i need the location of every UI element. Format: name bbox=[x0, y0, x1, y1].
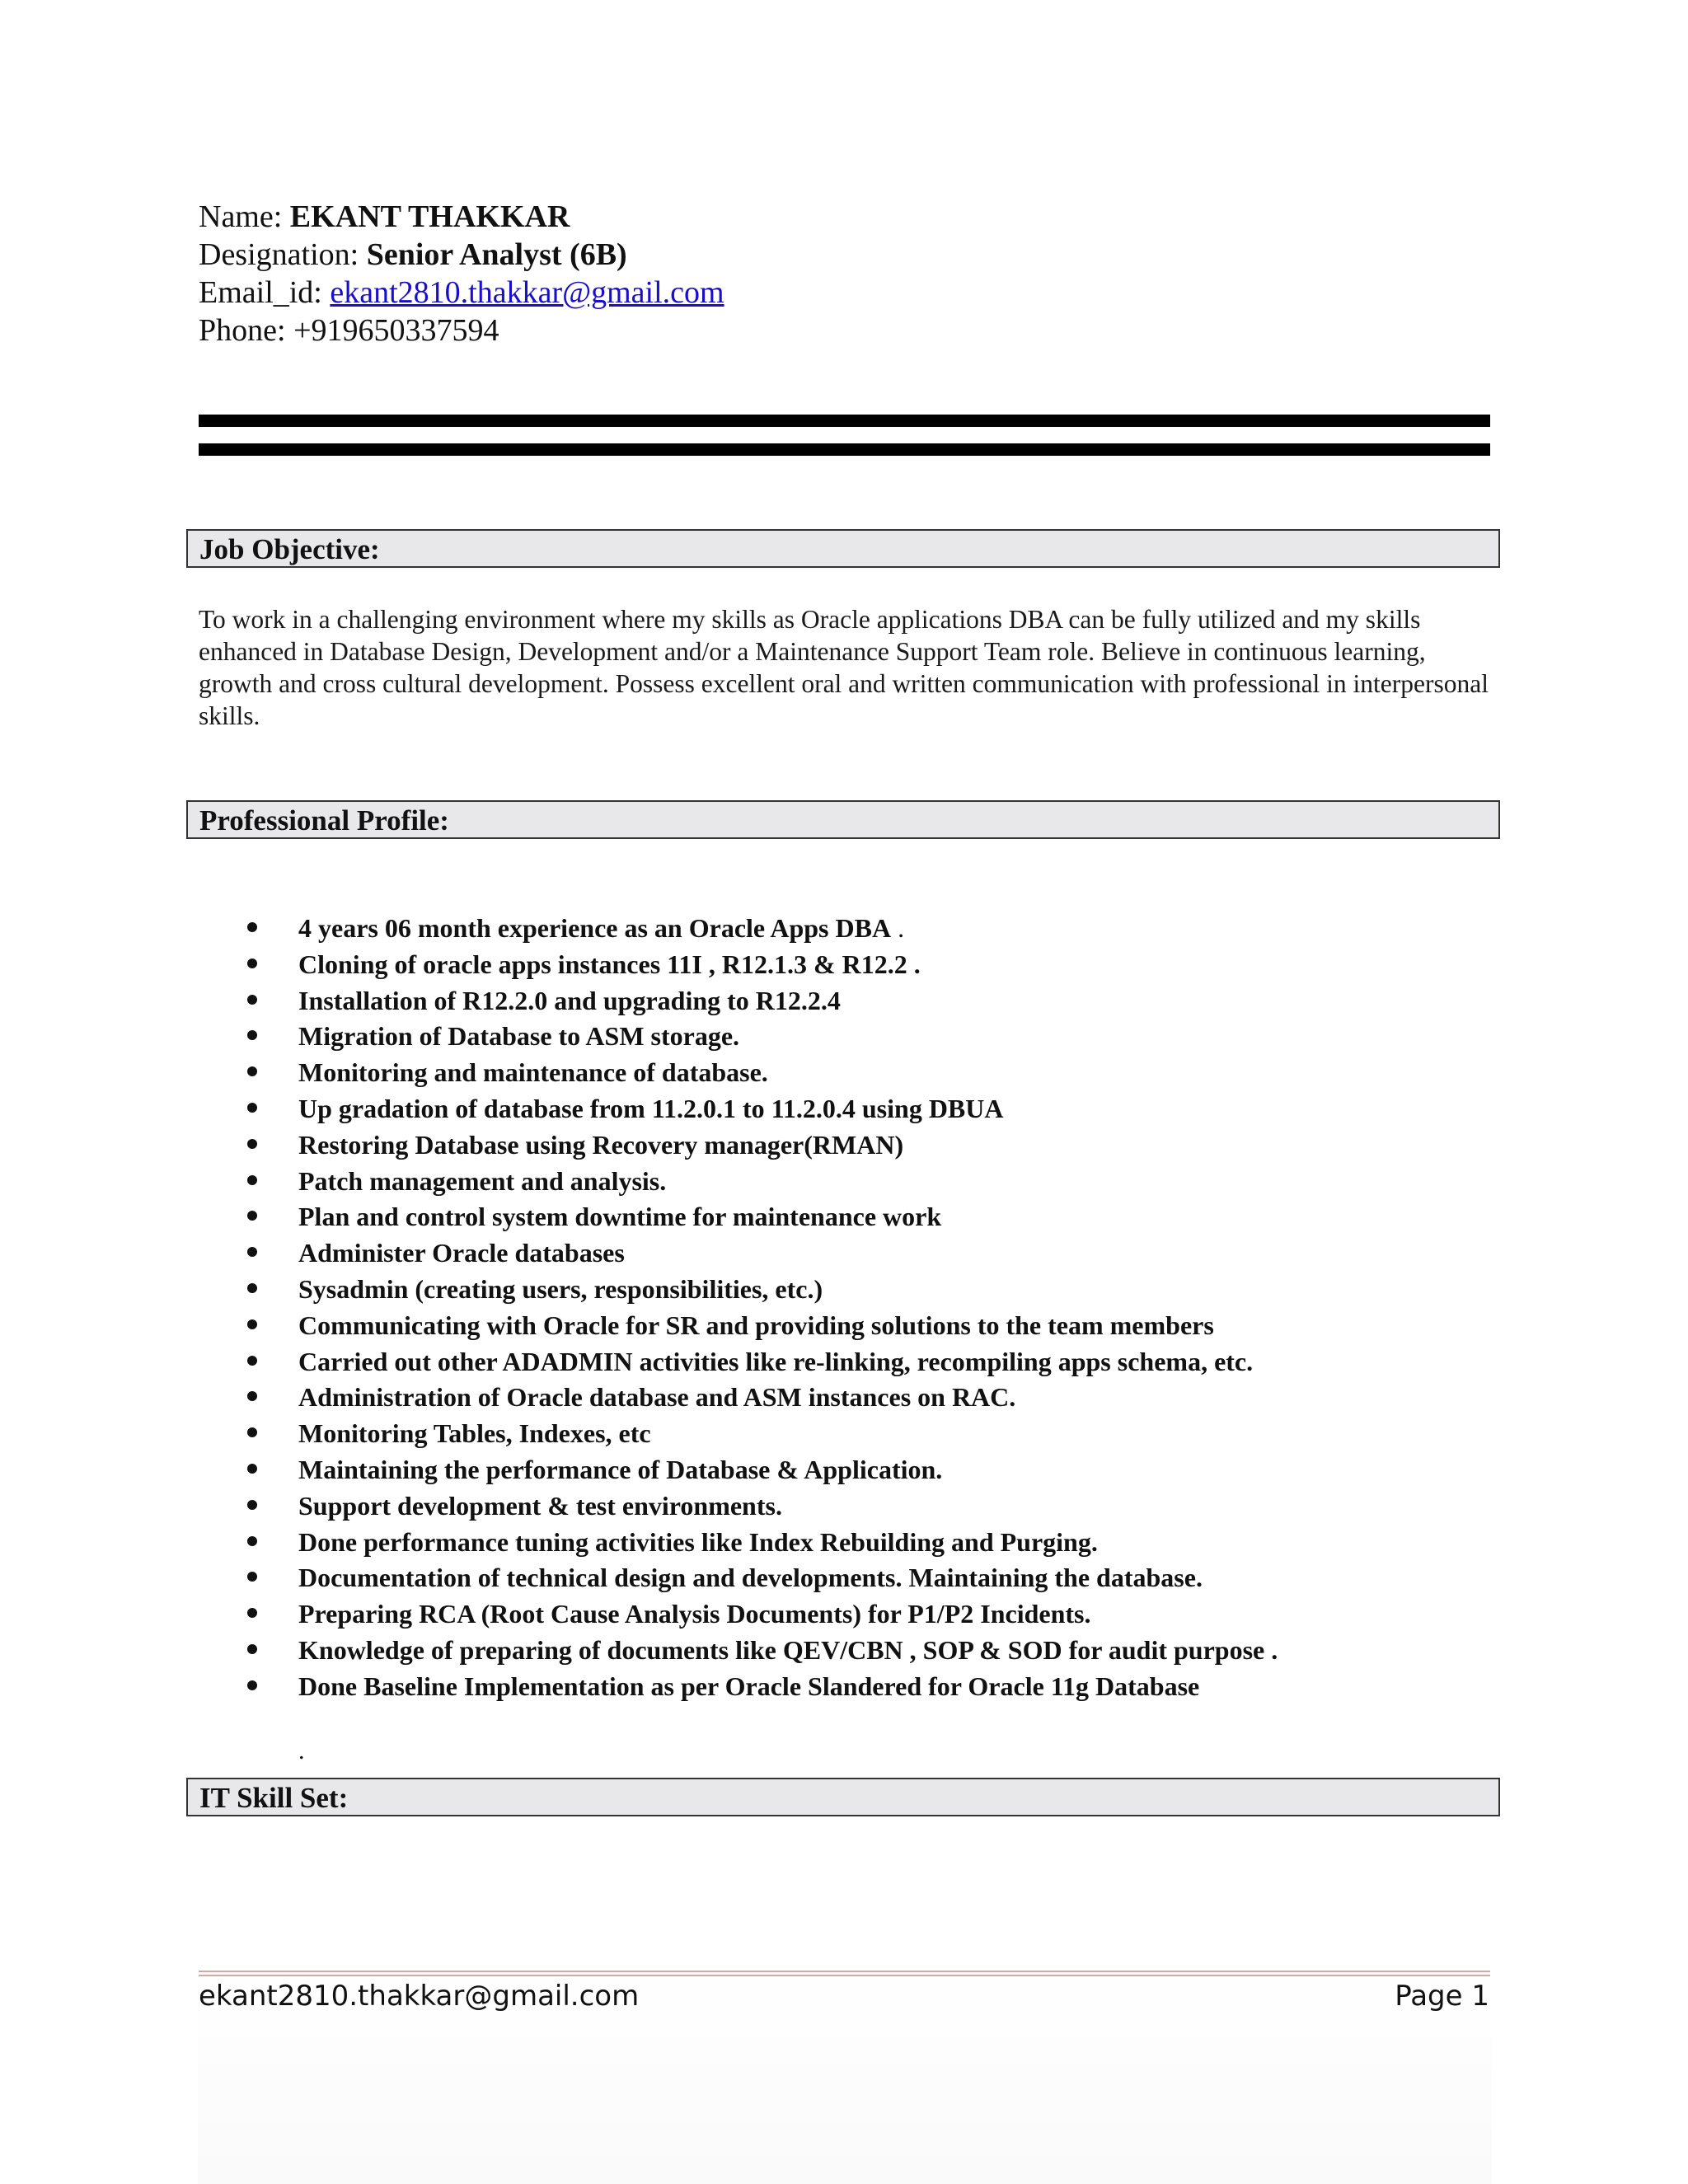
bullet-icon bbox=[247, 995, 257, 1005]
list-item-text bbox=[298, 1418, 651, 1448]
footer-divider-top bbox=[199, 1971, 1490, 1972]
list-item-label: Done Baseline Implementation as per Oracle Slandered for Oracle 11g Database bbox=[298, 1671, 1200, 1701]
list-item-label: Support development & test environments. bbox=[298, 1490, 782, 1521]
list-item-text bbox=[298, 1274, 823, 1304]
bullet-icon bbox=[247, 1211, 257, 1221]
bullet-icon bbox=[247, 1283, 257, 1293]
section-title: IT Skill Set: bbox=[199, 1782, 349, 1814]
list-item-label: Maintaining the performance of Database & Application. bbox=[298, 1454, 943, 1484]
list-item-label: Documentation of technical design and developments. Maintaining the database. bbox=[298, 1563, 1203, 1593]
list-item-label: Installation of R12.2.0 and upgrading to R12.2.4 bbox=[298, 985, 841, 1015]
designation-value: Senior Analyst (6B) bbox=[366, 237, 627, 272]
list-item-text bbox=[298, 1202, 941, 1231]
bullet-icon bbox=[247, 1356, 257, 1366]
header-divider-bottom bbox=[199, 443, 1490, 456]
list-item-label: Sysadmin (creating users, responsibilities, etc.) bbox=[298, 1273, 823, 1304]
list-item-text bbox=[298, 1491, 782, 1521]
candidate-name: EKANT THAKKAR bbox=[289, 199, 570, 234]
bullet-icon bbox=[247, 1572, 257, 1582]
list-item-text bbox=[298, 913, 904, 943]
name-label: Name: bbox=[199, 199, 290, 234]
list-item-label: Administration of Oracle database and ASM instances on RAC. bbox=[298, 1382, 1016, 1413]
list-item-text bbox=[298, 1635, 1278, 1665]
list-item-trailing-mark: . bbox=[891, 913, 905, 943]
bullet-icon bbox=[247, 1500, 257, 1510]
bullet-icon bbox=[247, 1391, 257, 1401]
list-item-text bbox=[298, 1382, 1015, 1412]
list-item-label: Knowledge of preparing of documents like QEV/CBN , SOP & SOD for audit purpose . bbox=[298, 1634, 1278, 1665]
section-heading-professional-profile bbox=[186, 800, 1500, 839]
bullet-icon bbox=[247, 1103, 257, 1113]
list-item-text bbox=[298, 986, 841, 1015]
list-item-label: Administer Oracle databases bbox=[298, 1238, 625, 1268]
section-title: Professional Profile: bbox=[199, 804, 449, 837]
section-title: Job Objective: bbox=[199, 533, 380, 565]
list-item-label: Up gradation of database from 11.2.0.1 to 11.2.0.4 using DBUA bbox=[298, 1093, 1004, 1123]
list-item-text bbox=[298, 1238, 625, 1268]
page-number: Page 1 bbox=[1395, 1980, 1489, 2013]
phone-value: +919650337594 bbox=[293, 313, 499, 348]
list-item-text bbox=[298, 1671, 1199, 1701]
bullet-icon bbox=[247, 1247, 257, 1257]
list-item-label: 4 years 06 month experience as an Oracle Apps DBA bbox=[298, 913, 892, 943]
list-item-text bbox=[298, 1021, 739, 1051]
section-heading-job-objective bbox=[186, 529, 1500, 568]
list-item-text bbox=[298, 1130, 903, 1160]
list-item-text bbox=[298, 1310, 1214, 1340]
list-item-text bbox=[298, 1455, 942, 1484]
email-line bbox=[199, 274, 724, 312]
bullet-icon bbox=[247, 1139, 257, 1149]
section-heading-it-skill-set bbox=[186, 1778, 1500, 1816]
list-item-label: Communicating with Oracle for SR and providing solutions to the team members bbox=[298, 1310, 1214, 1340]
stray-period: . bbox=[298, 1737, 305, 1765]
bullet-icon bbox=[247, 1644, 257, 1654]
bullet-icon bbox=[247, 1066, 257, 1076]
list-item-label: Restoring Database using Recovery manager(RMAN) bbox=[298, 1129, 904, 1160]
designation-line bbox=[199, 236, 724, 274]
bullet-icon bbox=[247, 958, 257, 968]
list-item-label: Carried out other ADADMIN activities like re-linking, recompiling apps schema, etc. bbox=[298, 1346, 1254, 1376]
list-item-text bbox=[298, 949, 921, 979]
name-line bbox=[199, 198, 724, 236]
list-item-text bbox=[298, 1166, 666, 1196]
bullet-icon bbox=[247, 1175, 257, 1185]
objective-paragraph: To work in a challenging environment where my skills as Oracle applications DBA can be fully utilized and my skills enhanced in Database Design, Development and/or a Maintenance Support Team role. Believe in continuous learning, growth and cross cultural development. Possess excellent oral and written communication with professional in interpersonal skills. bbox=[199, 605, 1489, 730]
list-item-label: Monitoring and maintenance of database. bbox=[298, 1057, 768, 1088]
phone-label: Phone: bbox=[199, 313, 294, 348]
list-item-label: Plan and control system downtime for maintenance work bbox=[298, 1202, 942, 1232]
bullet-icon bbox=[247, 1319, 257, 1329]
list-item-text bbox=[298, 1347, 1253, 1376]
bullet-icon bbox=[247, 1464, 257, 1474]
list-item-text bbox=[298, 1599, 1090, 1629]
list-item-label: Migration of Database to ASM storage. bbox=[298, 1021, 740, 1052]
header-divider-top bbox=[199, 415, 1490, 427]
list-item-text bbox=[298, 1094, 1003, 1123]
designation-label: Designation: bbox=[199, 237, 367, 272]
list-item-label: Done performance tuning activities like Index Rebuilding and Purging. bbox=[298, 1526, 1098, 1557]
list-item-label: Patch management and analysis. bbox=[298, 1165, 667, 1196]
list-item-label: Monitoring Tables, Indexes, etc bbox=[298, 1418, 651, 1449]
list-item-text bbox=[298, 1563, 1203, 1592]
list-item-text bbox=[298, 1527, 1098, 1557]
list-item-label: Cloning of oracle apps instances 11I , R12.1.3 & R12.2 . bbox=[298, 949, 921, 979]
footer-email: ekant2810.thakkar@gmail.com bbox=[199, 1980, 640, 2013]
email-link[interactable]: ekant2810.thakkar@gmail.com bbox=[330, 275, 724, 310]
list-item-label: Preparing RCA (Root Cause Analysis Documents) for P1/P2 Incidents. bbox=[298, 1599, 1091, 1629]
phone-line bbox=[199, 312, 724, 349]
email-label: Email_id: bbox=[199, 275, 331, 310]
bullet-icon bbox=[247, 1680, 257, 1690]
bullet-icon bbox=[247, 1536, 257, 1546]
list-item-text bbox=[298, 1057, 768, 1087]
bullet-icon bbox=[247, 1427, 257, 1437]
bullet-icon bbox=[247, 922, 257, 932]
contact-header bbox=[199, 198, 724, 349]
bullet-icon bbox=[247, 1030, 257, 1040]
bullet-icon bbox=[247, 1608, 257, 1618]
footer-divider-bottom bbox=[199, 1975, 1490, 1976]
